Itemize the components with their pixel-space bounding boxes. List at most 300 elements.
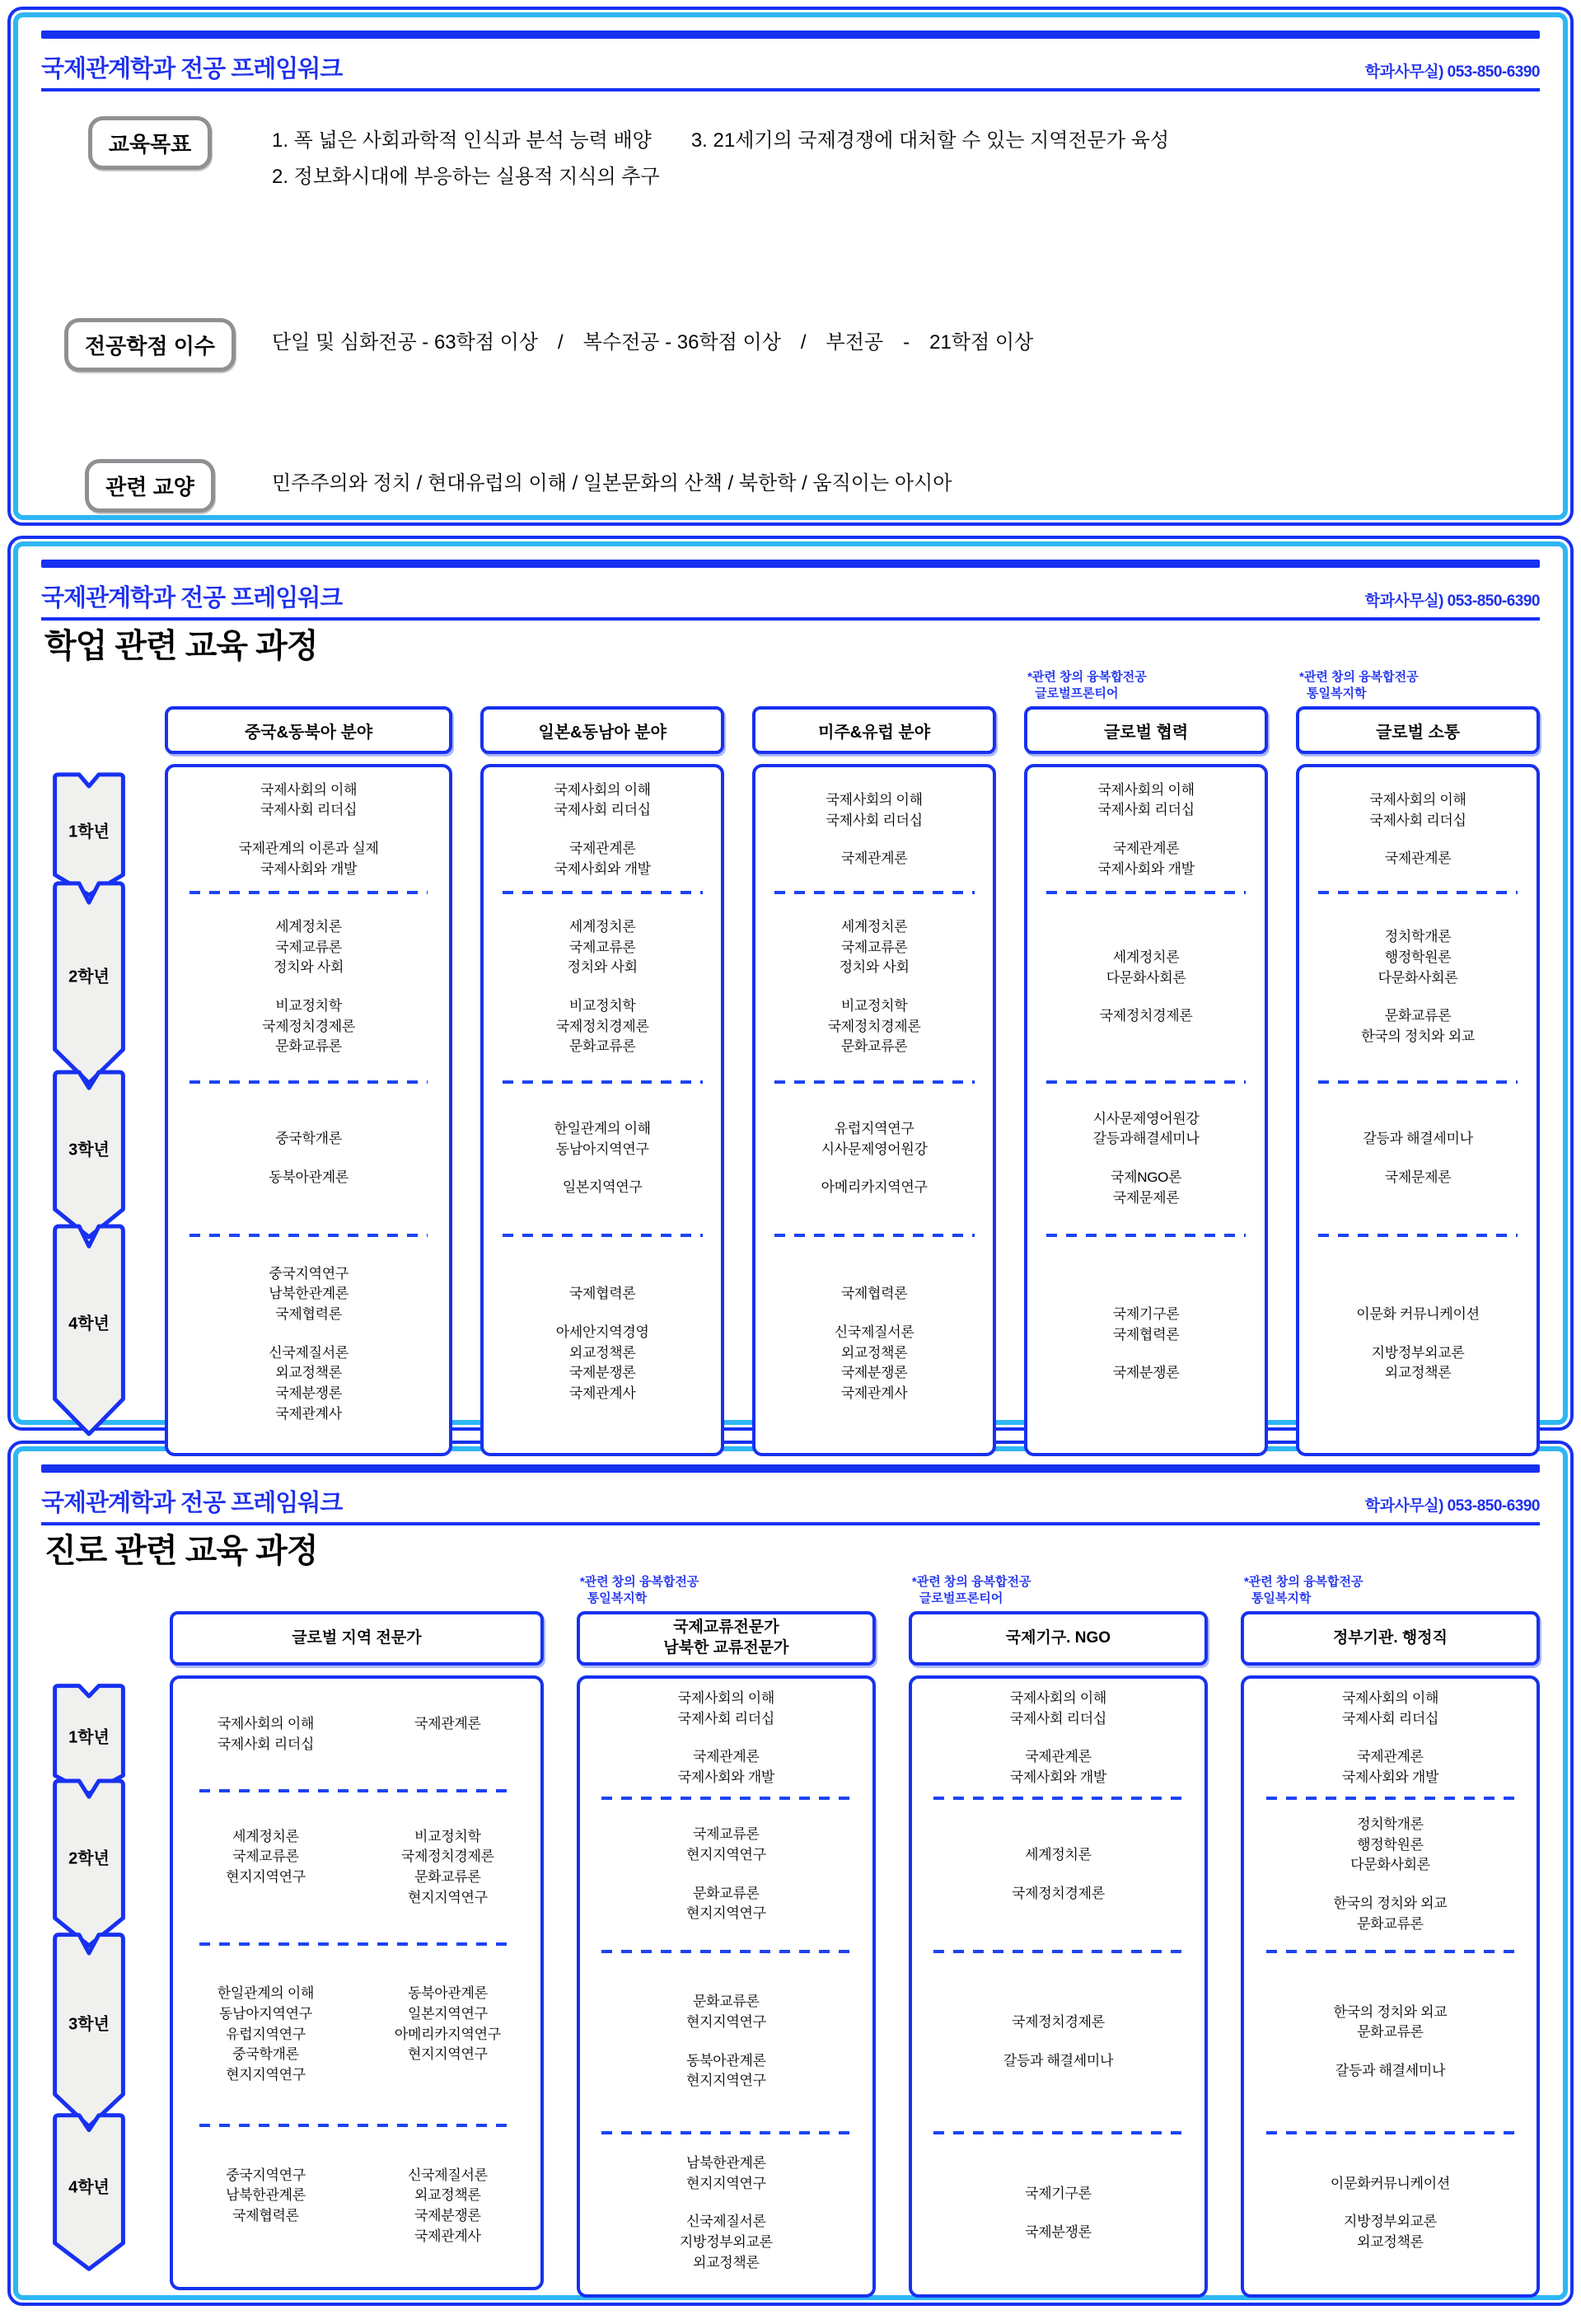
year-label: 4학년 <box>68 1314 110 1333</box>
year-section <box>1304 1245 1532 1443</box>
year-section <box>1032 1092 1260 1225</box>
column-note-line: 통일복지학 <box>587 1591 648 1605</box>
course-line: 국제교류론 <box>693 1826 760 1843</box>
column-note-line: *관련 창의 융복합전공 <box>911 1575 1031 1589</box>
education-goal-line: 2. 정보화시대에 부응하는 실용적 지식의 추구 <box>272 166 660 189</box>
related-liberal-arts-badge: 관련 교양 <box>85 459 215 513</box>
column-body <box>165 764 452 1456</box>
course-column <box>1024 667 1268 1456</box>
course-group <box>178 1827 353 1888</box>
column-header <box>752 706 996 754</box>
column-body <box>1241 1675 1540 2298</box>
related-liberal-arts-line: 민주주의와 정치 / 현대유럽의 이해 / 일본문화의 산책 / 북한학 / 움직이는 아시아 <box>272 471 952 494</box>
course-group <box>173 839 444 879</box>
course-line: 비교정치학 <box>568 998 636 1014</box>
year-divider <box>933 1797 1182 1800</box>
course-group <box>1304 790 1532 831</box>
year-section <box>489 1092 716 1225</box>
year-section <box>1032 777 1260 883</box>
title-underline <box>41 1522 1540 1525</box>
course-line: 세계정치론 <box>568 919 636 935</box>
year-divider <box>189 891 428 894</box>
course-group <box>917 1845 1200 1866</box>
course-line: 중국지역연구 <box>269 1265 348 1281</box>
column-body <box>170 1675 544 2290</box>
course-line: 외교정책론 <box>275 1365 342 1381</box>
column-body <box>1296 764 1540 1456</box>
course-group <box>489 1178 716 1198</box>
top-bar <box>41 1464 1540 1473</box>
column-note <box>1296 667 1540 706</box>
year-arrow <box>51 1778 127 1949</box>
career-section-title: 진로 관련 교육 과정 <box>44 1533 318 1569</box>
course-pair <box>178 1827 536 1909</box>
course-group <box>173 1168 444 1188</box>
column-note <box>577 1572 876 1611</box>
course-line: 일본지역연구 <box>562 1179 643 1196</box>
column-header-line: 글로벌 지역 전문가 <box>292 1628 422 1647</box>
column-header <box>1241 1611 1540 1666</box>
column-note-line: *관련 창의 융복합전공 <box>1027 670 1147 684</box>
course-line: 국제분쟁론 <box>275 1385 342 1401</box>
course-line: 국제관계론 <box>1112 841 1180 856</box>
year-label: 3학년 <box>68 2015 110 2034</box>
course-line: 아세안지역경영 <box>555 1324 649 1341</box>
year-section <box>489 1245 716 1443</box>
badge-column <box>56 116 244 170</box>
column-header <box>480 706 724 754</box>
year-divider <box>199 1942 514 1946</box>
year-arrow <box>51 1069 127 1240</box>
course-group <box>1032 780 1260 821</box>
course-line: 동북아관계론 <box>269 1169 348 1185</box>
column-header <box>909 1611 1208 1666</box>
course-line: 현지지역연구 <box>226 1869 306 1885</box>
course-line: 국제NGO론 <box>1110 1169 1182 1185</box>
related-liberal-arts-text <box>272 459 952 502</box>
course-line: 국제사회의 이해 <box>1369 792 1466 808</box>
year-divider <box>199 2124 514 2127</box>
course-line: 문화교류론 <box>693 1885 760 1901</box>
course-line: 국제사회의 이해 <box>1097 781 1195 798</box>
course-group <box>1249 2174 1532 2195</box>
education-goal-line: 1. 폭 넓은 사회과학적 인식과 분석 능력 배양 3. 21세기의 국제경쟁에 대처할 수 있는 지역전문가 육성 <box>272 129 1170 152</box>
year-section <box>1304 777 1532 883</box>
course-line: 세계정치론 <box>1112 949 1180 966</box>
course-group <box>1032 1168 1260 1208</box>
course-group <box>489 996 716 1057</box>
course-line: 외교정책론 <box>568 1344 636 1361</box>
year-section <box>178 1801 536 1934</box>
course-line: 갈등과 해결세미나 <box>1003 2052 1114 2069</box>
year-arrow <box>51 1931 127 2130</box>
column-header <box>165 706 452 754</box>
column-note-line: 글로벌프론티어 <box>919 1591 1003 1605</box>
column-note <box>170 1572 544 1611</box>
education-goals-text <box>272 116 1169 196</box>
column-header <box>170 1611 544 1666</box>
course-group <box>1249 1747 1532 1788</box>
column-note <box>480 667 724 706</box>
row-education-goals <box>56 116 1540 196</box>
course-group <box>1304 1006 1532 1047</box>
course-line: 다문화사회론 <box>1378 969 1458 986</box>
course-group <box>585 2153 868 2194</box>
academic-panel <box>7 536 1574 1431</box>
course-line: 문화교류론 <box>1357 1915 1424 1932</box>
course-line: 국제사회 리더십 <box>826 812 923 828</box>
course-group <box>917 2051 1200 2072</box>
course-line: 국제사회의 이해 <box>677 1690 774 1706</box>
year-divider <box>933 2131 1182 2134</box>
year-label: 1학년 <box>68 822 110 841</box>
course-line: 동남아지역연구 <box>555 1141 649 1157</box>
course-line: 지방정부외교론 <box>679 2233 773 2250</box>
year-divider <box>199 1789 514 1792</box>
course-group <box>489 1323 716 1404</box>
course-line: 국제관계사 <box>275 1405 342 1422</box>
course-line: 국제사회 리더십 <box>217 1736 315 1752</box>
course-line: 갈등과 해결세미나 <box>1335 2062 1446 2078</box>
column-header-line: 미주&유럽 분야 <box>818 723 931 742</box>
course-group <box>760 1119 988 1160</box>
column-body <box>577 1675 876 2298</box>
course-line: 일본지역연구 <box>407 2006 488 2022</box>
course-line: 동북아관계론 <box>685 2052 766 2069</box>
overview-panel-inner <box>13 12 1568 520</box>
course-line: 외교정책론 <box>840 1344 908 1361</box>
course-line: 국제기구론 <box>1025 2185 1092 2201</box>
course-line: 현지지역연구 <box>685 2013 766 2030</box>
course-group <box>178 1984 353 2085</box>
course-line: 국제사회의 이해 <box>260 781 358 798</box>
course-line: 국제관계론 <box>840 850 908 867</box>
title-row <box>41 1484 1540 1517</box>
course-group <box>760 849 988 869</box>
year-section <box>585 1689 868 1788</box>
course-line: 시사문제영어원강 <box>821 1141 928 1157</box>
year-divider <box>601 1797 850 1800</box>
course-line: 문화교류론 <box>568 1038 636 1055</box>
course-group <box>1249 1894 1532 1934</box>
course-line: 정치와 사회 <box>839 959 910 976</box>
course-group <box>173 1343 444 1425</box>
course-line: 신국제질서론 <box>685 2214 766 2230</box>
course-group <box>489 839 716 879</box>
course-group <box>1249 1815 1532 1876</box>
column-body <box>480 764 724 1456</box>
course-line: 중국학개론 <box>232 2046 299 2063</box>
course-line: 한일관계의 이해 <box>217 1985 315 2002</box>
office-phone: 학과사무실) 053-850-6390 <box>1364 593 1540 610</box>
course-group <box>1304 849 1532 869</box>
course-line: 국제사회와 개발 <box>677 1769 774 1785</box>
column-note <box>165 667 452 706</box>
course-line: 문화교류론 <box>414 1869 481 1885</box>
course-line: 국제사회와 개발 <box>1341 1769 1439 1785</box>
course-line: 한국의 정치와 외교 <box>1361 1028 1475 1044</box>
year-section <box>489 902 716 1072</box>
course-group <box>585 1884 868 1924</box>
year-section <box>1304 1092 1532 1225</box>
column-note-line: *관련 창의 융복합전공 <box>1299 670 1419 684</box>
year-divider <box>1318 891 1518 894</box>
year-section <box>173 777 444 883</box>
course-group <box>173 917 444 978</box>
course-line: 아메리카지역연구 <box>394 2026 501 2042</box>
course-line: 국제협력론 <box>1112 1326 1180 1342</box>
page-title: 국제관계학과 전공 프레임워크 <box>41 584 343 611</box>
year-divider <box>1266 1950 1515 1953</box>
office-phone: 학과사무실) 053-850-6390 <box>1364 63 1540 81</box>
year-section <box>1249 1961 1532 2123</box>
column-body <box>752 764 996 1456</box>
year-section <box>760 1092 988 1225</box>
course-line: 행정학원론 <box>1384 949 1452 966</box>
year-section <box>178 1689 536 1781</box>
course-line: 문화교류론 <box>1357 2024 1424 2041</box>
course-group <box>360 2166 536 2247</box>
course-line: 국제분쟁론 <box>1025 2223 1092 2240</box>
course-pair <box>178 2166 536 2247</box>
course-group <box>1249 2212 1532 2252</box>
badge-column <box>56 459 244 513</box>
course-line: 한일관계의 이해 <box>554 1121 651 1137</box>
year-rail <box>41 1572 137 2272</box>
course-group <box>173 780 444 821</box>
course-line: 국제정치경제론 <box>262 1018 356 1034</box>
career-panel-inner <box>13 1446 1568 2300</box>
year-label: 3학년 <box>68 1141 110 1160</box>
year-section <box>917 1808 1200 1942</box>
course-line: 국제협력론 <box>840 1286 908 1302</box>
course-column <box>170 1572 544 2290</box>
year-divider <box>774 891 975 894</box>
career-panel <box>7 1441 1574 2306</box>
year-section <box>1032 1245 1260 1443</box>
course-line: 국제사회의 이해 <box>826 792 923 808</box>
course-group <box>173 1129 444 1150</box>
course-line: 국제사회와 개발 <box>1009 1769 1107 1785</box>
column-note <box>909 1572 1208 1611</box>
course-line: 다문화사회론 <box>1106 969 1186 986</box>
top-bar <box>41 30 1540 39</box>
course-group <box>489 1284 716 1305</box>
course-pair <box>178 1984 536 2085</box>
course-group <box>489 780 716 821</box>
course-line: 남북한관계론 <box>269 1286 348 1302</box>
course-group <box>917 1689 1200 1729</box>
column-note-line: 통일복지학 <box>1251 1591 1312 1605</box>
course-line: 국제교류론 <box>840 939 908 955</box>
course-group <box>760 1178 988 1198</box>
course-group <box>1032 948 1260 988</box>
course-line: 국제사회 리더십 <box>260 802 358 818</box>
course-group <box>760 790 988 831</box>
course-column <box>1296 667 1540 1456</box>
course-line: 국제사회와 개발 <box>1097 860 1195 877</box>
course-group <box>178 1714 353 1755</box>
row-related-liberal-arts <box>56 459 1540 513</box>
course-line: 정치와 사회 <box>567 959 638 976</box>
title-row <box>41 50 1540 83</box>
course-line: 국제분쟁론 <box>568 1365 636 1381</box>
course-line: 신국제질서론 <box>407 2167 488 2183</box>
year-section <box>585 2143 868 2284</box>
row-major-credits <box>56 318 1540 372</box>
column-note <box>1241 1572 1540 1611</box>
year-section <box>917 1689 1200 1788</box>
course-line: 정치와 사회 <box>274 959 344 976</box>
course-line: 국제분쟁론 <box>1112 1365 1180 1381</box>
course-line: 동남아지역연구 <box>219 2006 312 2022</box>
year-section <box>1032 902 1260 1072</box>
course-column <box>909 1572 1208 2298</box>
course-line: 국제사회의 이해 <box>217 1716 315 1732</box>
course-line: 국제분쟁론 <box>414 2208 481 2223</box>
course-line: 국제교류론 <box>232 1848 299 1865</box>
year-divider <box>503 891 703 894</box>
course-line: 이문화커뮤니케이션 <box>1330 2175 1451 2191</box>
year-section <box>1249 1689 1532 1788</box>
course-line: 문화교류론 <box>275 1038 342 1055</box>
course-line: 유럽지역연구 <box>226 2026 306 2042</box>
course-group <box>178 2166 353 2227</box>
course-line: 국제정치경제론 <box>1011 1885 1105 1901</box>
column-header <box>1024 706 1268 754</box>
course-group <box>1032 1109 1260 1150</box>
course-group <box>1304 927 1532 988</box>
overview-panel <box>7 7 1574 526</box>
course-group <box>760 996 988 1057</box>
column-header-line: 글로벌 협력 <box>1103 723 1189 742</box>
column-header-line: 국제기구. NGO <box>1005 1628 1111 1647</box>
course-line: 외교정책론 <box>1357 2233 1424 2250</box>
column-note-line: 글로벌프론티어 <box>1035 686 1119 700</box>
course-line: 시사문제영어원강 <box>1092 1110 1200 1127</box>
year-divider <box>774 1234 975 1237</box>
course-line: 국제정치경제론 <box>400 1848 494 1865</box>
course-group <box>917 2184 1200 2205</box>
year-section <box>585 1808 868 1942</box>
course-pair <box>178 1714 536 1755</box>
column-body <box>909 1675 1208 2298</box>
top-bar <box>41 560 1540 568</box>
course-group <box>760 1284 988 1305</box>
course-line: 국제사회 리더십 <box>1369 812 1466 828</box>
year-divider <box>503 1080 703 1084</box>
course-line: 유럽지역연구 <box>834 1121 914 1137</box>
course-column <box>752 667 996 1456</box>
course-line: 국제관계사 <box>414 2228 481 2244</box>
course-line: 남북한관계론 <box>685 2154 766 2171</box>
course-group <box>1249 2061 1532 2082</box>
course-line: 국제사회와 개발 <box>554 860 651 877</box>
year-divider <box>1266 2131 1515 2134</box>
course-line: 국제사회의 이해 <box>1341 1690 1439 1706</box>
year-arrow <box>51 1222 127 1438</box>
course-line: 현지지역연구 <box>407 1889 488 1905</box>
course-line: 현지지역연구 <box>226 2066 306 2083</box>
course-line: 외교정책론 <box>1384 1365 1452 1381</box>
course-line: 국제기구론 <box>1112 1306 1180 1323</box>
course-line: 한국의 정치와 외교 <box>1333 2003 1448 2020</box>
year-divider <box>774 1080 975 1084</box>
course-group <box>585 2051 868 2092</box>
year-section <box>760 777 988 883</box>
course-line: 동북아관계론 <box>407 1985 488 2002</box>
course-group <box>1032 1006 1260 1027</box>
year-divider <box>1318 1080 1518 1084</box>
course-line: 국제관계론 <box>693 1749 760 1765</box>
course-line: 세계정치론 <box>275 919 342 935</box>
column-header-line: 정부기관. 행정직 <box>1332 1628 1448 1647</box>
course-line: 신국제질서론 <box>269 1344 348 1361</box>
course-line: 국제사회의 이해 <box>1009 1690 1107 1706</box>
course-line: 정치학개론 <box>1384 929 1452 945</box>
education-goals-badge: 교육목표 <box>88 116 212 170</box>
course-column <box>480 667 724 1456</box>
course-group <box>360 1827 536 1909</box>
year-label: 4학년 <box>68 2178 110 2197</box>
course-line: 외교정책론 <box>693 2254 760 2270</box>
course-line: 국제사회 리더십 <box>1341 1710 1439 1727</box>
course-group <box>1249 2003 1532 2043</box>
course-column <box>1241 1572 1540 2298</box>
year-section <box>760 1245 988 1443</box>
year-divider <box>503 1234 703 1237</box>
column-header <box>1296 706 1540 754</box>
course-line: 현지지역연구 <box>685 1905 766 1922</box>
year-section <box>173 1245 444 1443</box>
course-line: 지방정부외교론 <box>1344 2214 1437 2230</box>
course-group <box>360 1984 536 2065</box>
column-header-line: 중국&동북아 분야 <box>244 723 373 742</box>
course-line: 중국학개론 <box>275 1131 342 1147</box>
year-divider <box>933 1950 1182 1953</box>
course-group <box>917 1747 1200 1788</box>
course-group <box>1249 1689 1532 1729</box>
course-line: 국제관계론 <box>1025 1749 1092 1765</box>
course-line: 국제관계의 이론과 실제 <box>238 841 379 856</box>
course-line: 지방정부외교론 <box>1371 1344 1465 1361</box>
course-line: 세계정치론 <box>840 919 908 935</box>
column-header <box>577 1611 876 1666</box>
major-credits-line: 단일 및 심화전공 - 63학점 이상 / 복수전공 - 36학점 이상 / 부전공 - 21학점 이상 <box>272 330 1034 354</box>
course-line: 현지지역연구 <box>685 1846 766 1862</box>
year-section <box>1249 2143 1532 2284</box>
year-section <box>173 902 444 1072</box>
year-section <box>585 1961 868 2123</box>
badge-column <box>56 318 244 372</box>
course-line: 국제정치경제론 <box>1011 2013 1105 2030</box>
course-line: 국제사회 리더십 <box>1009 1710 1107 1727</box>
course-group <box>1032 839 1260 879</box>
year-label: 2학년 <box>68 1849 110 1868</box>
course-line: 국제관계론 <box>568 841 636 856</box>
course-line: 문화교류론 <box>693 1994 760 2010</box>
course-line: 국제정치경제론 <box>827 1018 921 1034</box>
course-line: 국제교류론 <box>568 939 636 955</box>
course-line: 국제협력론 <box>275 1306 342 1323</box>
course-line: 이문화 커뮤니케이션 <box>1356 1306 1480 1323</box>
major-credits-text <box>272 318 1033 361</box>
course-group <box>1304 1129 1532 1150</box>
year-section <box>1304 902 1532 1072</box>
course-line: 국제관계론 <box>1384 850 1452 867</box>
course-line: 현지지역연구 <box>407 2046 488 2063</box>
course-line: 다문화사회론 <box>1350 1857 1430 1873</box>
